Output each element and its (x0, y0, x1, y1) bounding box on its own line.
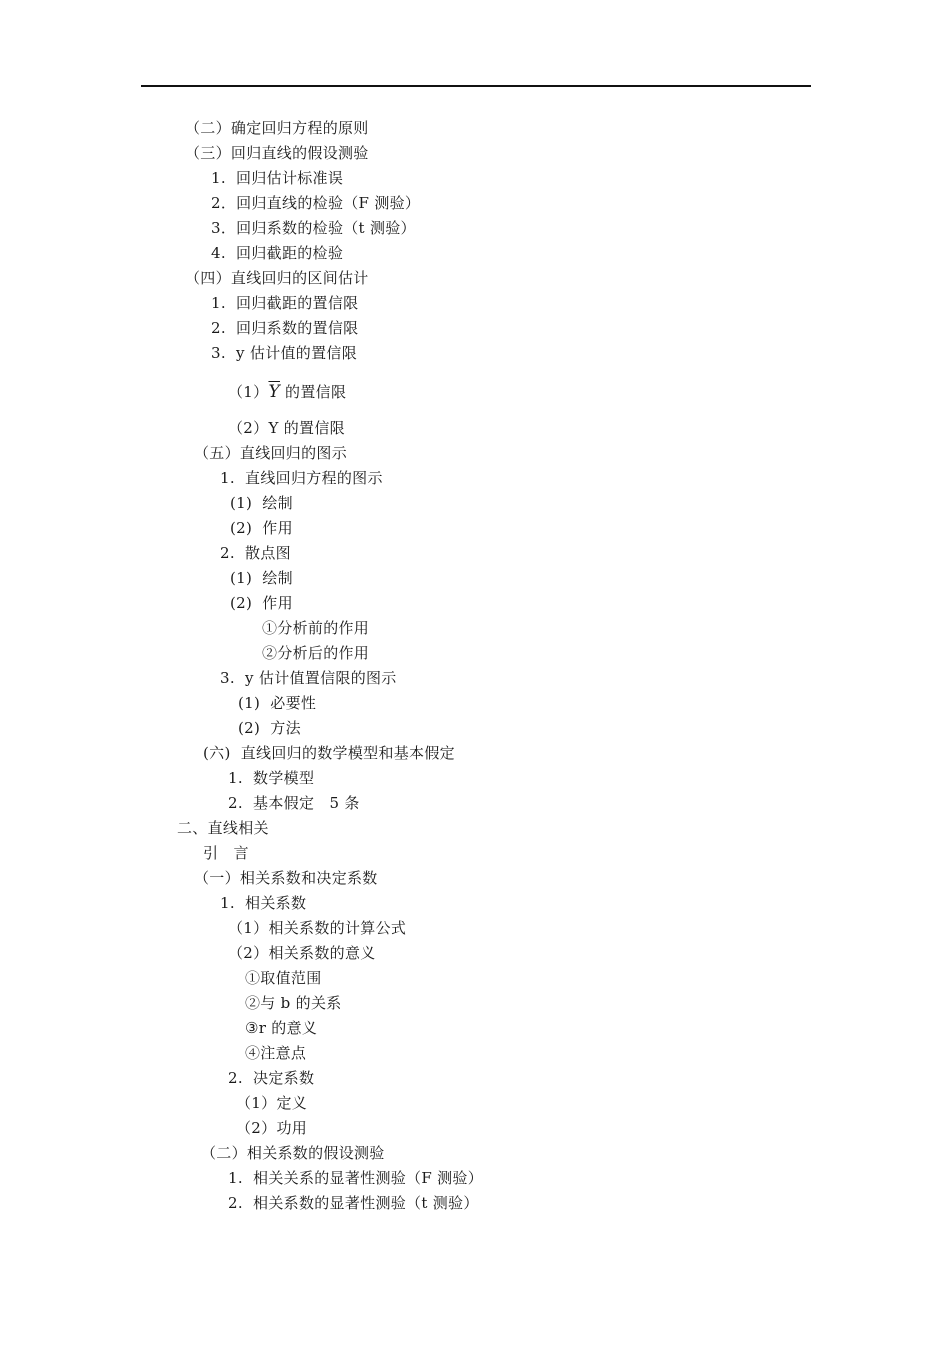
outline-line: (2) 方法 (238, 719, 301, 737)
outline-line: 1. 数学模型 (228, 769, 315, 787)
outline-line: 引 言 (203, 844, 249, 862)
outline-line: ④注意点 (245, 1044, 307, 1062)
outline-line: 二、直线相关 (177, 819, 269, 837)
outline-line: 2. 基本假定 5 条 (228, 794, 360, 812)
outline-line: 1. 直线回归方程的图示 (220, 469, 383, 487)
outline-line-ybar (228, 383, 346, 401)
outline-line: （二）相关系数的假设测验 (201, 1144, 385, 1162)
outline-line: ①分析前的作用 (262, 619, 370, 637)
outline-line: ②分析后的作用 (262, 644, 370, 662)
y-bar-symbol: $\overline{Y}$ (268, 382, 280, 402)
outline-line: 3. y 估计值的置信限 (211, 344, 357, 362)
outline-line: （五）直线回归的图示 (194, 444, 348, 462)
outline-line: (2) 作用 (230, 519, 293, 537)
outline-line: (2) 作用 (230, 594, 293, 612)
outline-line: 2. 相关系数的显著性测验（t 测验） (228, 1194, 479, 1212)
outline-line: 1. 回归估计标准误 (211, 169, 344, 187)
outline-line: ②与 b 的关系 (245, 994, 342, 1012)
outline-line: 4. 回归截距的检验 (211, 244, 344, 262)
outline-line: (1) 必要性 (238, 694, 317, 712)
outline-line: （三）回归直线的假设测验 (185, 144, 369, 162)
outline-line: （2）功用 (236, 1119, 308, 1137)
outline-line: （2）相关系数的意义 (228, 944, 376, 962)
outline-line: （2）Y 的置信限 (228, 419, 345, 437)
outline-line: ③r 的意义 (245, 1019, 318, 1037)
outline-line: (1) 绘制 (230, 494, 293, 512)
outline-line: （四）直线回归的区间估计 (185, 269, 369, 287)
outline-line: （一）相关系数和决定系数 (194, 869, 378, 887)
outline-line: （1）相关系数的计算公式 (228, 919, 407, 937)
outline-line: 1. 回归截距的置信限 (211, 294, 359, 312)
outline-line: 3．回归系数的检验（t 测验） (211, 219, 416, 237)
outline-line: 2．回归直线的检验（F 测验） (211, 194, 421, 212)
outline-line: (1) 绘制 (230, 569, 293, 587)
outline-line: 1. 相关关系的显著性测验（F 测验） (228, 1169, 484, 1187)
outline-line: 2. 回归系数的置信限 (211, 319, 359, 337)
outline-line: ①取值范围 (245, 969, 322, 987)
outline-line: (六) 直线回归的数学模型和基本假定 (203, 744, 455, 762)
outline-line: 1. 相关系数 (220, 894, 307, 912)
outline-line: 2. 散点图 (220, 544, 291, 562)
outline-line: （二）确定回归方程的原则 (185, 119, 369, 137)
line-prefix: （1） (228, 383, 269, 401)
outline-line: （1）定义 (236, 1094, 308, 1112)
outline-line: 3. y 估计值置信限的图示 (220, 669, 397, 687)
outline-line: 2. 决定系数 (228, 1069, 315, 1087)
line-suffix: 的置信限 (279, 383, 347, 401)
